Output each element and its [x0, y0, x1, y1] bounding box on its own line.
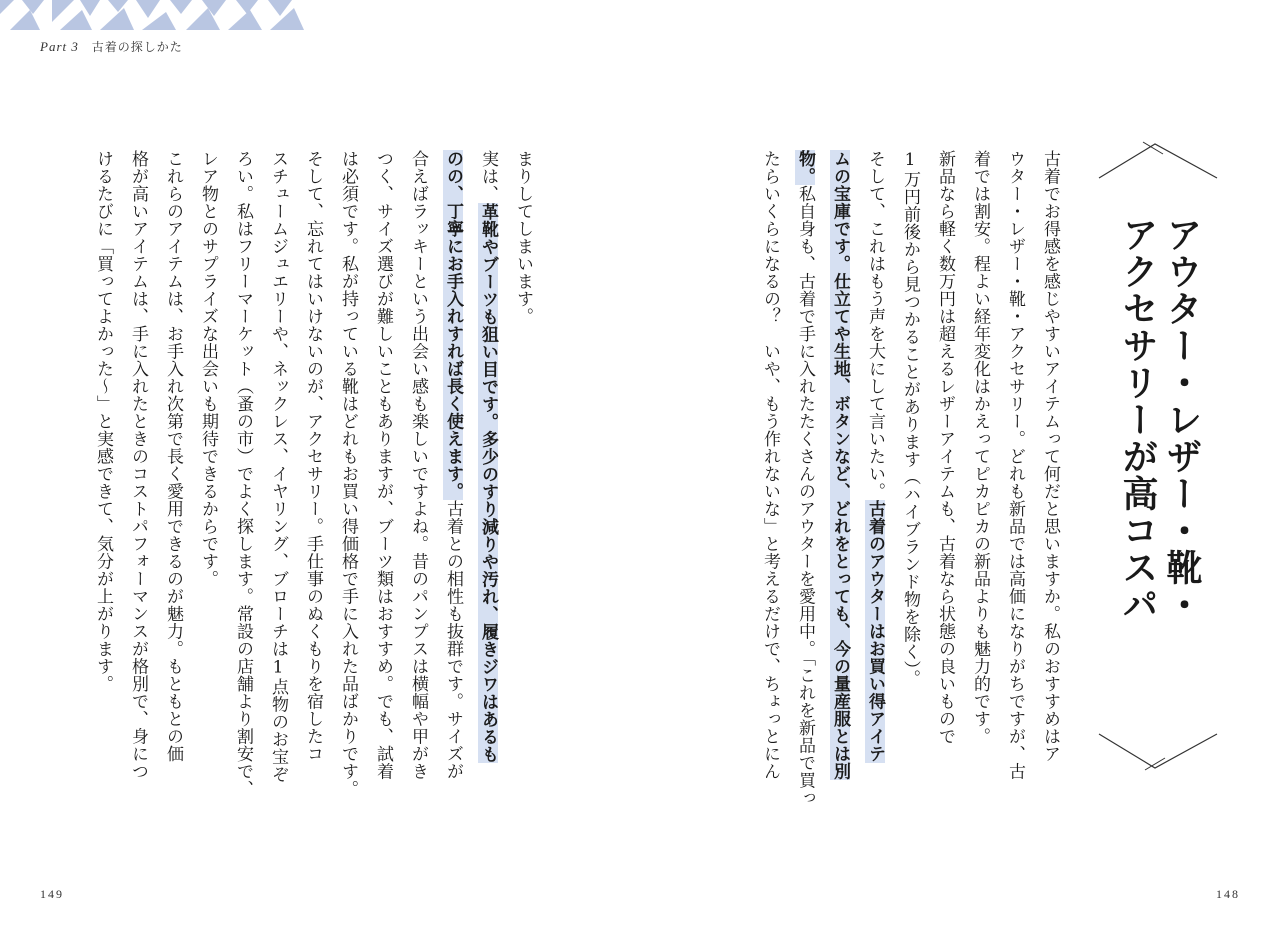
text-line — [408, 150, 428, 780]
text-line — [900, 150, 920, 687]
text-line — [795, 150, 815, 807]
text-line — [935, 150, 955, 745]
text-line — [970, 150, 990, 745]
title-ornament-bottom — [1095, 732, 1225, 772]
title-line: アウター・レザー・靴・ — [1161, 216, 1202, 623]
text-line — [338, 150, 358, 798]
body-text: ウター・レザー・靴・アクセサリー。どれも新品では高価になりがちですが、古 — [1005, 150, 1025, 780]
body-text: ろい。私はフリーマーケット（蚤の市）でよく探します。常設の店舗より割安で、 — [233, 150, 253, 798]
left-page-body — [85, 150, 540, 798]
body-text: 古着との相性も抜群です。サイズが — [443, 500, 463, 780]
article-title — [1115, 216, 1203, 623]
body-text: そして、これはもう声を大にして言いたい。 — [865, 150, 885, 500]
body-text: 着では割安。程よい経年変化はかえってピカピカの新品よりも魅力的です。 — [970, 150, 990, 745]
body-text: そして、忘れてはいけないのが、アクセサリー。手仕事のぬくもりを宿したコ — [303, 150, 323, 763]
body-text: 新品なら軽く数万円は超えるレザーアイテムも、古着なら状態の良いもので — [935, 150, 955, 745]
decorative-pattern — [0, 0, 304, 30]
text-line — [373, 150, 393, 780]
running-head — [40, 38, 183, 55]
page-number-left: 149 — [40, 887, 64, 901]
text-line — [1005, 150, 1025, 780]
text-line — [198, 150, 218, 588]
text-line — [760, 150, 780, 780]
body-text: 実は、 — [478, 150, 498, 203]
title-ornament-top — [1095, 140, 1225, 180]
highlighted-text: 物。 — [795, 150, 815, 185]
body-text: は必須です。私が持っている靴はどれもお買い得価格で手に入れた品ばかりです。 — [338, 150, 358, 798]
text-line — [513, 150, 533, 325]
body-text: スチュームジュエリーや、ネックレス、イヤリング、ブローチは1点物のお宝ぞ — [268, 150, 288, 783]
text-line — [233, 150, 253, 798]
right-page-body — [752, 150, 1067, 807]
text-line — [830, 150, 850, 780]
body-text: たらいくらになるの？ いや、もう作れないな」と考えるだけで、ちょっとにん — [760, 150, 780, 780]
body-text: けるたびに「買ってよかった〜」と実感できて、気分が上がります。 — [93, 150, 113, 693]
body-text: これらのアイテムは、お手入れ次第で長く愛用できるのが魅力。もともとの価 — [163, 150, 183, 763]
body-text: レア物とのサプライズな出会いも期待できるからです。 — [198, 150, 218, 588]
body-text: 格が高いアイテムは、手に入れたときのコストパフォーマンスが格別で、身につ — [128, 150, 148, 780]
highlighted-text: のの、丁寧にお手入れすれば長く使えます。 — [443, 150, 463, 500]
text-line — [128, 150, 148, 780]
text-line — [303, 150, 323, 763]
text-line — [93, 150, 113, 693]
highlighted-text: 革靴やブーツも狙い目です。多少のすり減りや汚れ、履きジワはあるも — [478, 202, 498, 763]
section-title: 古着の探しかた — [91, 40, 183, 54]
body-text: つく、サイズ選びが難しいこともありますが、ブーツ類はおすすめ。でも、試着 — [373, 150, 393, 780]
text-line — [443, 150, 463, 780]
body-text: 私自身も、古着で手に入れたたくさんのアウターを愛用中。「これを新品で買っ — [795, 185, 815, 807]
article-title-block — [1095, 140, 1225, 780]
text-line — [268, 150, 288, 783]
body-text: 1万円前後から見つかることがあります（ハイブランド物を除く）。 — [900, 150, 920, 687]
body-text: まりしてしまいます。 — [513, 150, 533, 325]
part-label: Part 3 — [40, 39, 79, 54]
body-text: 合えばラッキーという出会い感も楽しいですよね。昔のパンプスは横幅や甲がき — [408, 150, 428, 780]
page-number-right: 148 — [1216, 887, 1240, 901]
text-line — [865, 150, 885, 763]
text-line — [478, 150, 498, 763]
text-line — [163, 150, 183, 763]
title-line: アクセサリーが高コスパ — [1117, 216, 1158, 623]
body-text: 古着でお得感を感じやすいアイテムって何だと思いますか。私のおすすめはア — [1040, 150, 1060, 763]
text-line — [1040, 150, 1060, 763]
highlighted-text: 古着のアウターはお買い得アイテ — [865, 500, 885, 763]
highlighted-text: ムの宝庫です。仕立てや生地、ボタンなど、どれをとっても、今の量産服とは別 — [830, 150, 850, 780]
